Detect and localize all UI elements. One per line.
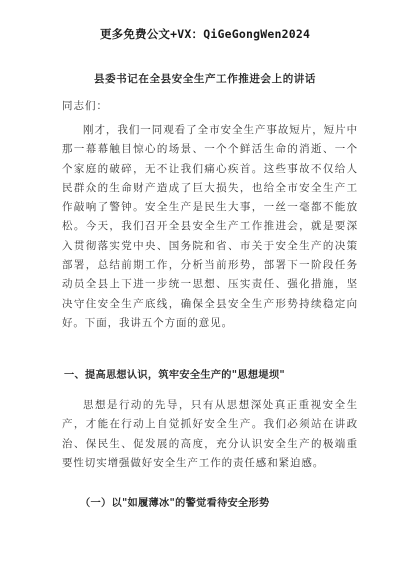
watermark-banner: 更多免费公文+VX：QiGeGongWen2024 bbox=[99, 27, 311, 41]
document-title: 县委书记在全县安全生产工作推进会上的讲话 bbox=[94, 73, 316, 85]
body-paragraph-2: 思想是行动的先导，只有从思想深处真正重视安全生产，才能在行动上自觉抓好安全生产。我们必须站在讲政治、保民生、促发展的高度，充分认识安全生产的极端重要性切实增强做好安全生产工作的责任感和紧迫感。 bbox=[62, 399, 358, 469]
body-paragraph-1: 刚才，我们一同观看了全市安全生产事故短片，短片中那一幕幕触目惊心的场景、一个个鲜活生命的消逝、一个个家庭的破碎，无不让我们痛心疾首。这些事故不仅给人民群众的生命财产造成了巨大损失，也给全市安全生产工作敲响了警钟。安全生产是民生大事，一丝一毫都不能放松。今天，我们召开全县安全生产工作推进会，就是要深入贯彻落实党中央、国务院和省、市关于安全生产的决策部署，总结前期工作，分析当前形势，部署下一阶段任务动员全县上下进一步统一思想、压实责任、强化措施，坚决守住安全生产底线，确保全县安全生产形势持续稳定向好。下面，我讲五个方面的意见。 bbox=[62, 124, 358, 329]
subsection-heading-1: （一）以"如履薄冰"的警觉看待安全形势 bbox=[80, 498, 270, 509]
section-heading-1: 一、提高思想认识，筑牢安全生产的"思想堤坝" bbox=[64, 370, 285, 381]
salutation: 同志们： bbox=[62, 100, 108, 112]
